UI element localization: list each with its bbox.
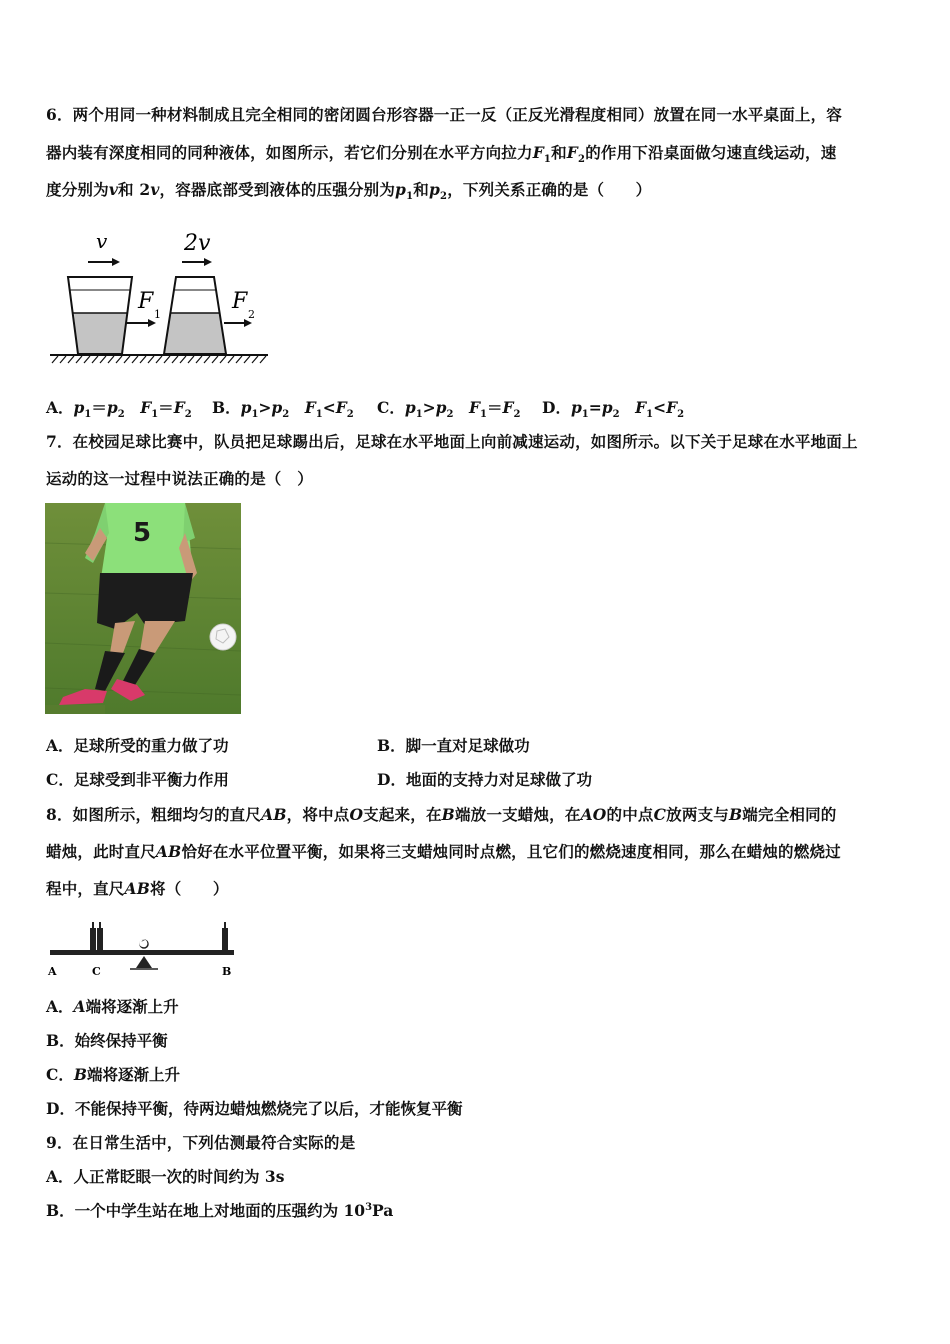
jersey-number: 5 [133, 518, 152, 548]
q6-option-a: A．$p_1=p_2$ $F_1=F_2$ [46, 398, 192, 421]
q8-option-d: D．不能保持平衡，待两边蜡烛燃烧完了以后，才能恢复平衡 [46, 1099, 463, 1118]
q6-line-2: 器内装有深度相同的同种液体，如图所示，若它们分别在水平方向拉力$F_1$和$F_2$的作用下沿桌面做匀速直线运动，速 [46, 143, 837, 166]
q7-line-2: 运动的这一过程中说法正确的是（ ） [46, 469, 313, 488]
q8-option-c: C．B端将逐渐上升 [46, 1065, 180, 1084]
force-label-f1: F [138, 289, 154, 314]
q6-line-3: 度分别为v和 2v，容器底部受到液体的压强分别为$p_1$和$p_2$，下列关系正确的是（ ） [46, 180, 652, 203]
q8-option-b: B．始终保持平衡 [46, 1031, 168, 1050]
soccer-photo [45, 503, 241, 714]
q8-line-3: 程中，直尺AB将（ ） [46, 879, 229, 898]
svg-text:2: 2 [248, 308, 255, 321]
q8-line-2: 蜡烛，此时直尺AB恰好在水平位置平衡，如果将三支蜡烛同时点燃，且它们的燃烧速度相同，那么在蜡烛的燃烧过 [46, 842, 841, 861]
force-label-f2: F [232, 289, 248, 314]
velocity-label-2v: 2v [184, 231, 211, 256]
q7-option-b: B．脚一直对足球做功 [377, 736, 530, 755]
velocity-label-v: v [96, 229, 108, 253]
q8-option-a: A．A端将逐渐上升 [46, 997, 179, 1016]
q7-option-a: A．足球所受的重力做了功 [46, 736, 229, 755]
svg-text:C: C [92, 965, 101, 978]
q6-containers-figure [46, 220, 276, 370]
q6-option-c: C．$p_1>p_2$ $F_1=F_2$ [377, 398, 521, 421]
svg-text:A: A [48, 965, 57, 978]
q7-option-d: D．地面的支持力对足球做了功 [377, 770, 592, 789]
q8-line-1: 8．如图所示，粗细均匀的直尺AB，将中点O支起来，在B端放一支蜡烛，在AO的中点C放两支与B端完全相同的 [46, 805, 837, 824]
q6-option-d: D．$p_1=p_2$ $F_1<F_2$ [542, 398, 685, 421]
q9-stem: 9．在日常生活中，下列估测最符合实际的是 [46, 1133, 356, 1152]
q9-option-a: A．人正常眨眼一次的时间约为 3s [46, 1167, 285, 1186]
q6-option-b: B．$p_1>p_2$ $F_1<F_2$ [212, 398, 354, 421]
svg-text:B: B [222, 965, 232, 978]
q7-option-c: C．足球受到非平衡力作用 [46, 770, 229, 789]
svg-text:1: 1 [154, 308, 161, 321]
q7-line-1: 7．在校园足球比赛中，队员把足球踢出后，足球在水平地面上向前减速运动，如图所示。以下关于足球在水平地面上 [46, 432, 858, 451]
svg-text:O: O [139, 939, 148, 950]
q6-line-1: 6．两个用同一种材料制成且完全相同的密闭圆台形容器一正一反（正反光滑程度相同）放置在同一水平桌面上，容 [46, 105, 842, 124]
q9-option-b: B．一个中学生站在地上对地面的压强约为 $10^3Pa$ [46, 1201, 394, 1220]
q8-ruler-figure [46, 912, 241, 980]
